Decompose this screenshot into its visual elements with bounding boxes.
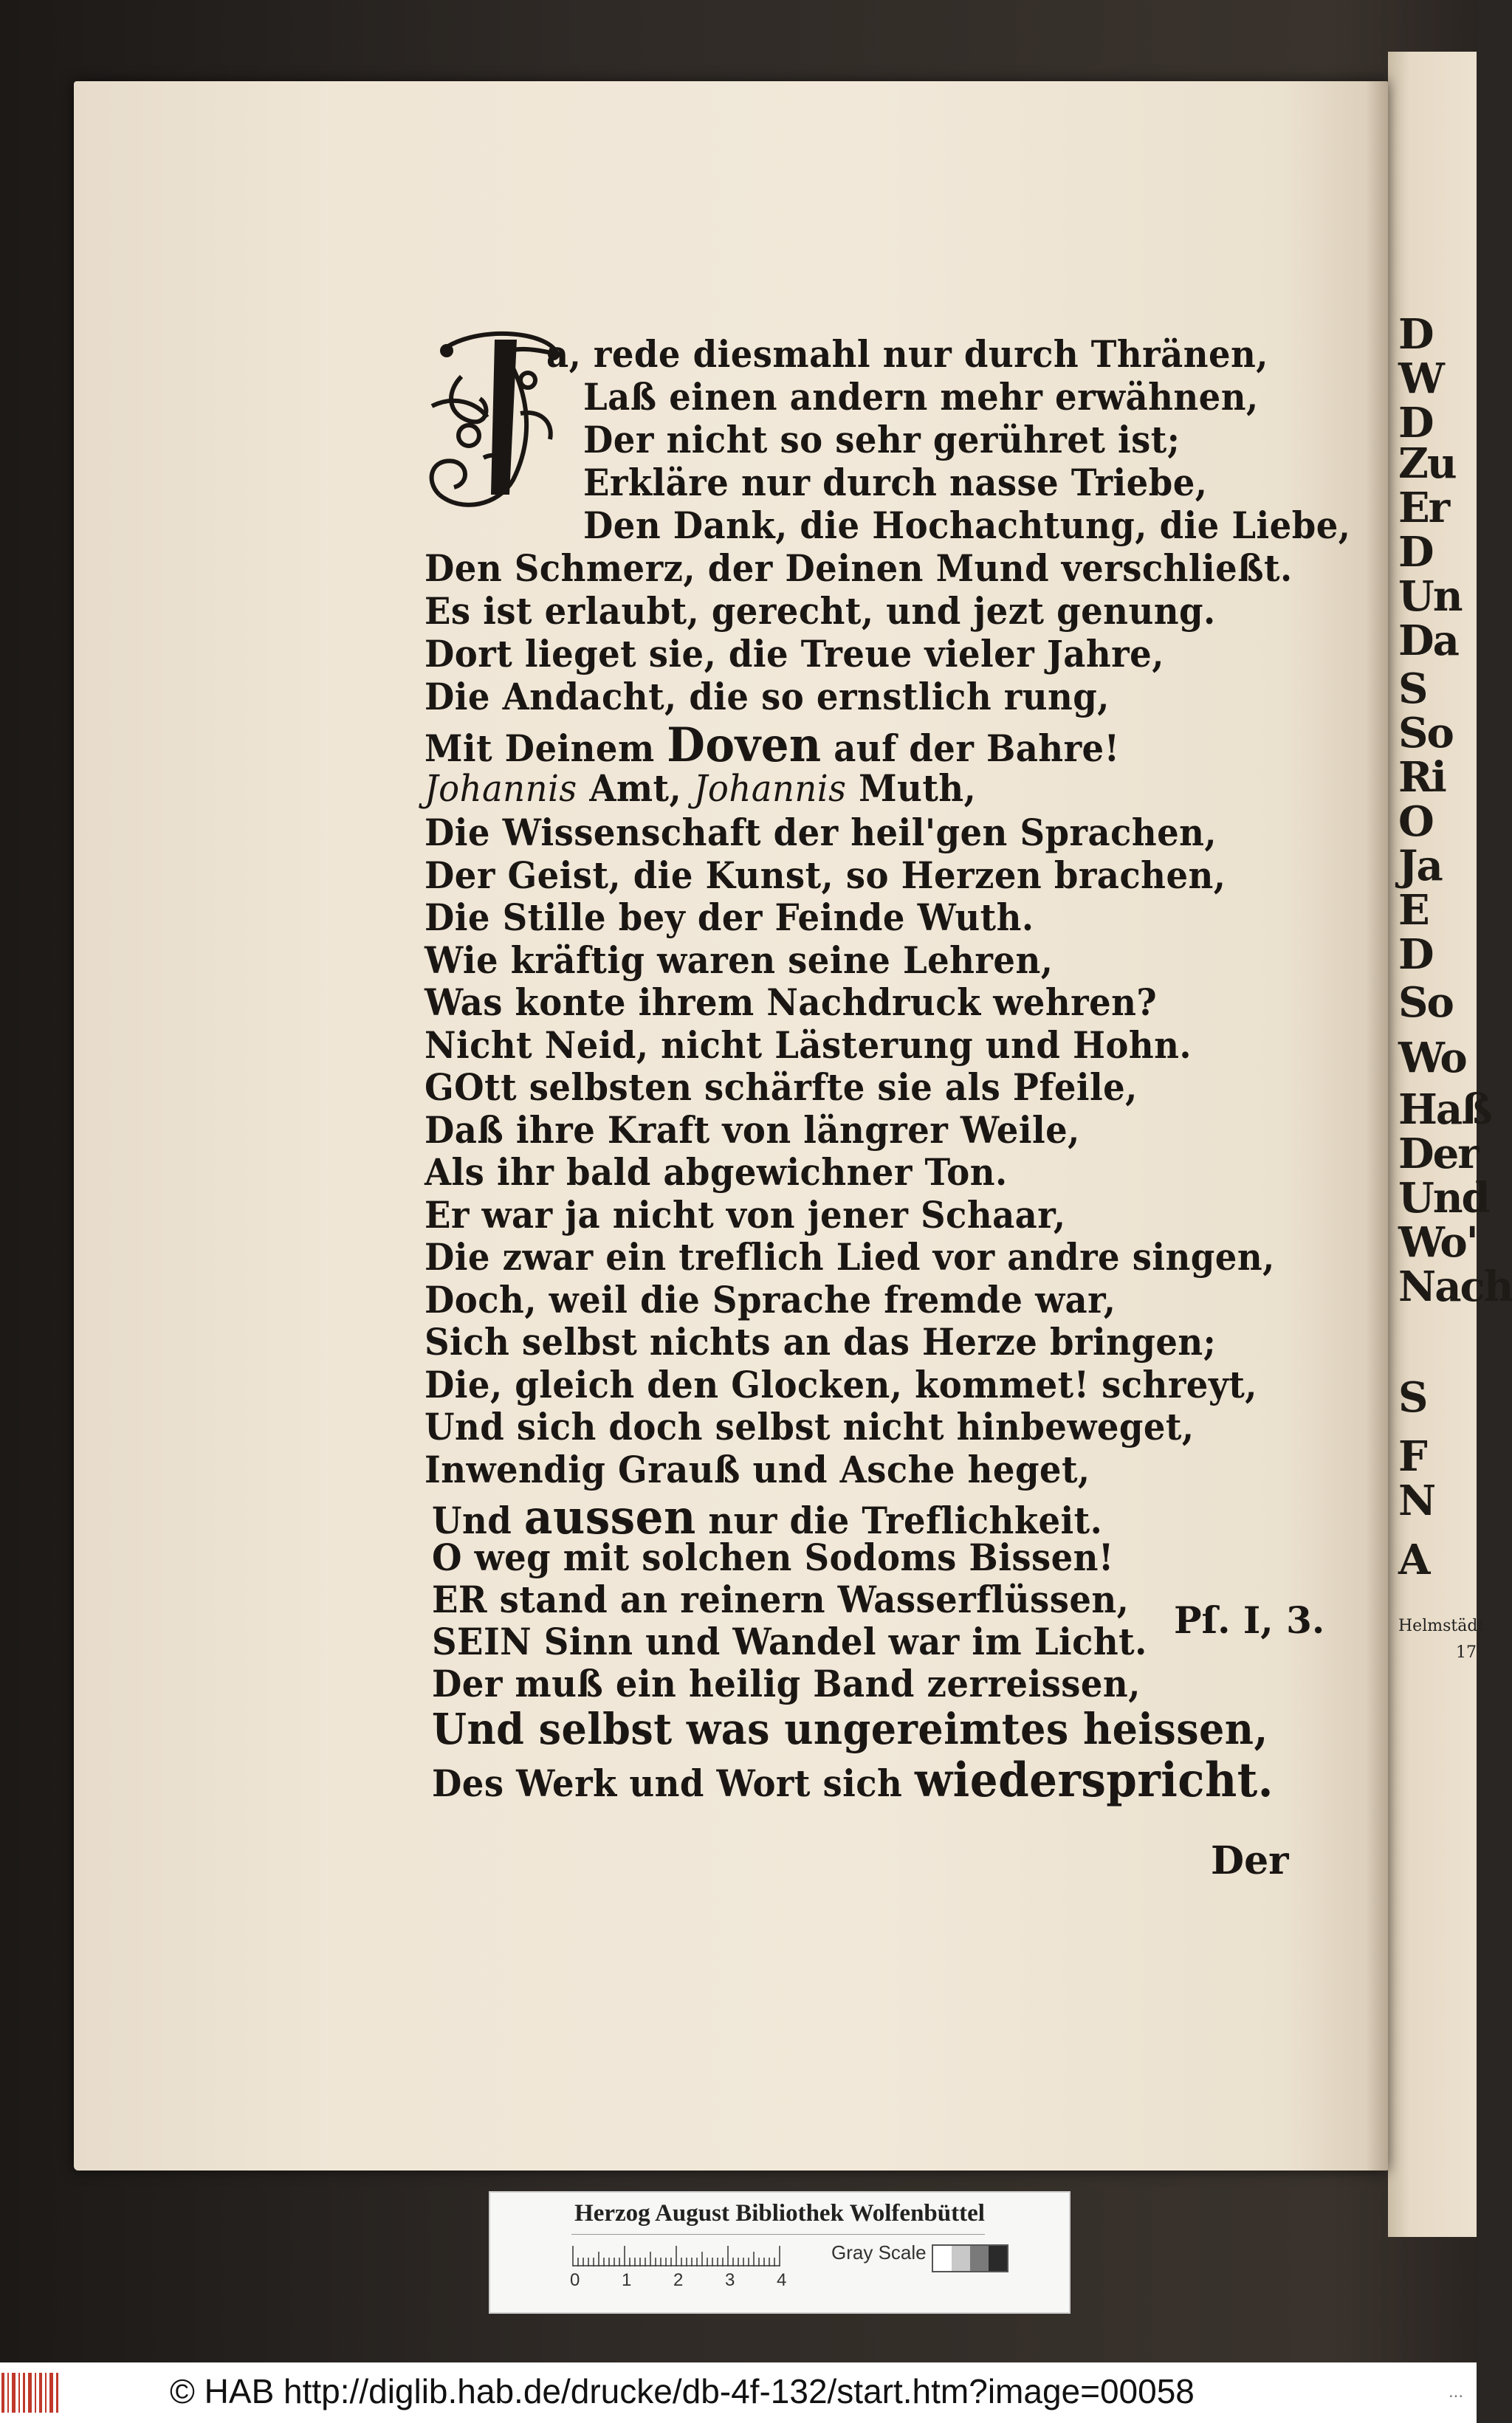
facing-page-fragment: F: [1398, 1432, 1426, 1481]
poem-line: Was konte ihrem Nachdruck wehren?: [425, 980, 1158, 1024]
emphasized-word: Doven: [667, 718, 822, 773]
emphasized-word: aussen: [523, 1490, 696, 1545]
gray-scale-label: Gray Scale: [831, 2241, 927, 2264]
color-scale-card: [489, 2191, 1071, 2314]
facing-page-fragment: Ri: [1398, 753, 1446, 802]
facing-page-fragment: A: [1398, 1536, 1429, 1584]
gray-swatch: [933, 2246, 952, 2271]
poem-line: [425, 718, 1119, 773]
facing-page-fragment: Wo: [1398, 1034, 1466, 1082]
facing-page-fragment: Zu: [1398, 439, 1456, 488]
source-url[interactable]: © HAB http://diglib.hab.de/drucke/db-4f-132/start.htm?image=00058: [170, 2372, 1195, 2410]
facing-page-fragment: W: [1398, 354, 1443, 403]
gray-scale-swatch: [932, 2244, 1008, 2272]
margin-reference: Pſ. I, 3.: [1174, 1598, 1325, 1642]
poem-line: Wie kräftig waren seine Lehren,: [425, 938, 1054, 982]
facing-page-fragment: D: [1398, 528, 1433, 577]
line-segment: Amt,: [577, 766, 694, 810]
line-segment: auf der Bahre!: [821, 726, 1120, 770]
poem-line: [432, 1753, 1274, 1808]
poem-line: Den Schmerz, der Deinen Mund verschließt.: [425, 546, 1293, 590]
gray-swatch: [952, 2246, 970, 2271]
poem-line: Es ist erlaubt, gerecht, und jezt genung.: [425, 589, 1216, 633]
facing-page-fragment: S: [1398, 664, 1427, 713]
ruler-tick-label: 3: [725, 2270, 735, 2290]
poem-line: Die Wissenschaft der heil'gen Sprachen,: [425, 811, 1217, 854]
facing-page-fragment: Ja: [1398, 842, 1442, 890]
poem-line: Laß einen andern mehr erwähnen,: [583, 375, 1259, 419]
emphasized-word: wiederspricht.: [914, 1753, 1274, 1808]
poem-line: Nicht Neid, nicht Lästerung und Hohn.: [425, 1023, 1192, 1067]
poem-line: Der nicht so sehr gerühret ist;: [583, 418, 1181, 461]
facing-page-fragment: Der: [1398, 1130, 1478, 1178]
ruler-tick-label: 2: [673, 2270, 684, 2290]
facing-page-fragment: Nach: [1398, 1262, 1512, 1311]
barcode-icon: [0, 2368, 66, 2417]
ruler-tick-label: 4: [777, 2270, 787, 2290]
facing-page-imprint: Helmstädt: [1398, 1617, 1485, 1635]
poem-line: Er war ja nicht von jener Schaar,: [425, 1192, 1066, 1237]
poem-line: Als ihr bald abgewichner Ton.: [425, 1150, 1008, 1194]
poem-line: SEIN Sinn und Wandel war im Licht.: [432, 1620, 1147, 1663]
line-segment: Und: [432, 1499, 524, 1542]
status-bar: [0, 2362, 1477, 2423]
facing-page-fragment: So: [1398, 978, 1453, 1027]
more-indicator: ...: [1448, 2382, 1463, 2402]
poem-line: a, rede diesmahl nur durch Thränen,: [546, 332, 1268, 376]
poem-line: Den Dank, die Hochachtung, die Liebe,: [583, 503, 1351, 547]
poem-line: Die Andacht, die so ernstlich rung,: [425, 675, 1110, 718]
poem-line: Die Stille bey der Feinde Wuth.: [425, 896, 1034, 939]
italic-word: Johannis: [693, 767, 847, 810]
facing-page-fragment: N: [1398, 1477, 1435, 1525]
line-segment: Mit Deinem: [425, 726, 667, 770]
facing-page-fragment: Er: [1398, 484, 1449, 532]
facing-page-fragment: Und: [1398, 1174, 1489, 1223]
facing-page-fragment: D: [1398, 399, 1433, 447]
page-gutter-shadow: [1366, 81, 1388, 2171]
line-segment: Muth,: [846, 766, 977, 810]
poem-line: Doch, weil die Sprache fremde war,: [425, 1277, 1116, 1322]
line-segment: nur die Treflichkeit.: [695, 1499, 1103, 1542]
poem-line: Der muß ein heilig Band zerreissen,: [432, 1662, 1141, 1705]
poem-line: ER stand an reinern Wasserflüssen,: [432, 1578, 1130, 1621]
line-segment: Des Werk und Wort sich: [432, 1762, 915, 1805]
facing-page-fragment: So: [1398, 709, 1453, 757]
library-name: Herzog August Bibliothek Wolfenbüttel: [574, 2200, 985, 2227]
poem-line: Dort lieget sie, die Treue vieler Jahre,: [425, 632, 1164, 676]
facing-page-fragment: S: [1398, 1373, 1427, 1422]
poem-line: Daß ihre Kraft von längrer Weile,: [425, 1107, 1080, 1152]
poem-line: Sich selbst nichts an das Herze bringen;: [425, 1320, 1217, 1364]
ruler-icon: [568, 2243, 790, 2266]
poem-line: [425, 766, 976, 810]
facing-page-fragment: O: [1398, 797, 1433, 846]
facing-page-fragment: D: [1398, 310, 1433, 359]
facing-page-fragment: Un: [1398, 572, 1462, 621]
poem-line: Die zwar ein treflich Lied vor andre singen,: [425, 1235, 1275, 1279]
italic-word: Johannis: [425, 767, 577, 810]
ruler-tick-label: 0: [570, 2270, 580, 2290]
facing-page-imprint: 17: [1456, 1643, 1477, 1662]
gray-swatch: [970, 2246, 989, 2271]
poem-line: Und sich doch selbst nicht hinbeweget,: [425, 1405, 1195, 1448]
card-divider: [571, 2234, 985, 2235]
poem-line: O weg mit solchen Sodoms Bissen!: [432, 1536, 1114, 1579]
facing-page-fragment: E: [1398, 886, 1429, 935]
gray-swatch: [989, 2246, 1007, 2271]
catchword: Der: [1211, 1838, 1289, 1883]
facing-page-fragment: Haß: [1398, 1085, 1491, 1134]
facing-page-fragment: Da: [1398, 616, 1458, 665]
poem-line: Und selbst was ungereimtes heissen,: [432, 1704, 1268, 1754]
facing-page-fragment: Wo': [1398, 1218, 1477, 1267]
poem-line: Inwendig Grauß und Asche heget,: [425, 1447, 1090, 1491]
poem-line: Die, gleich den Glocken, kommet! schreyt,: [425, 1362, 1257, 1406]
poem-line: Erkläre nur durch nasse Triebe,: [583, 461, 1208, 504]
poem-line: GOtt selbsten schärfte sie als Pfeile,: [425, 1065, 1138, 1109]
facing-page: [1388, 52, 1512, 2237]
ruler-tick-label: 1: [622, 2270, 632, 2290]
poem-line: Der Geist, die Kunst, so Herzen brachen,: [425, 853, 1226, 897]
facing-page-fragment: D: [1398, 930, 1433, 979]
